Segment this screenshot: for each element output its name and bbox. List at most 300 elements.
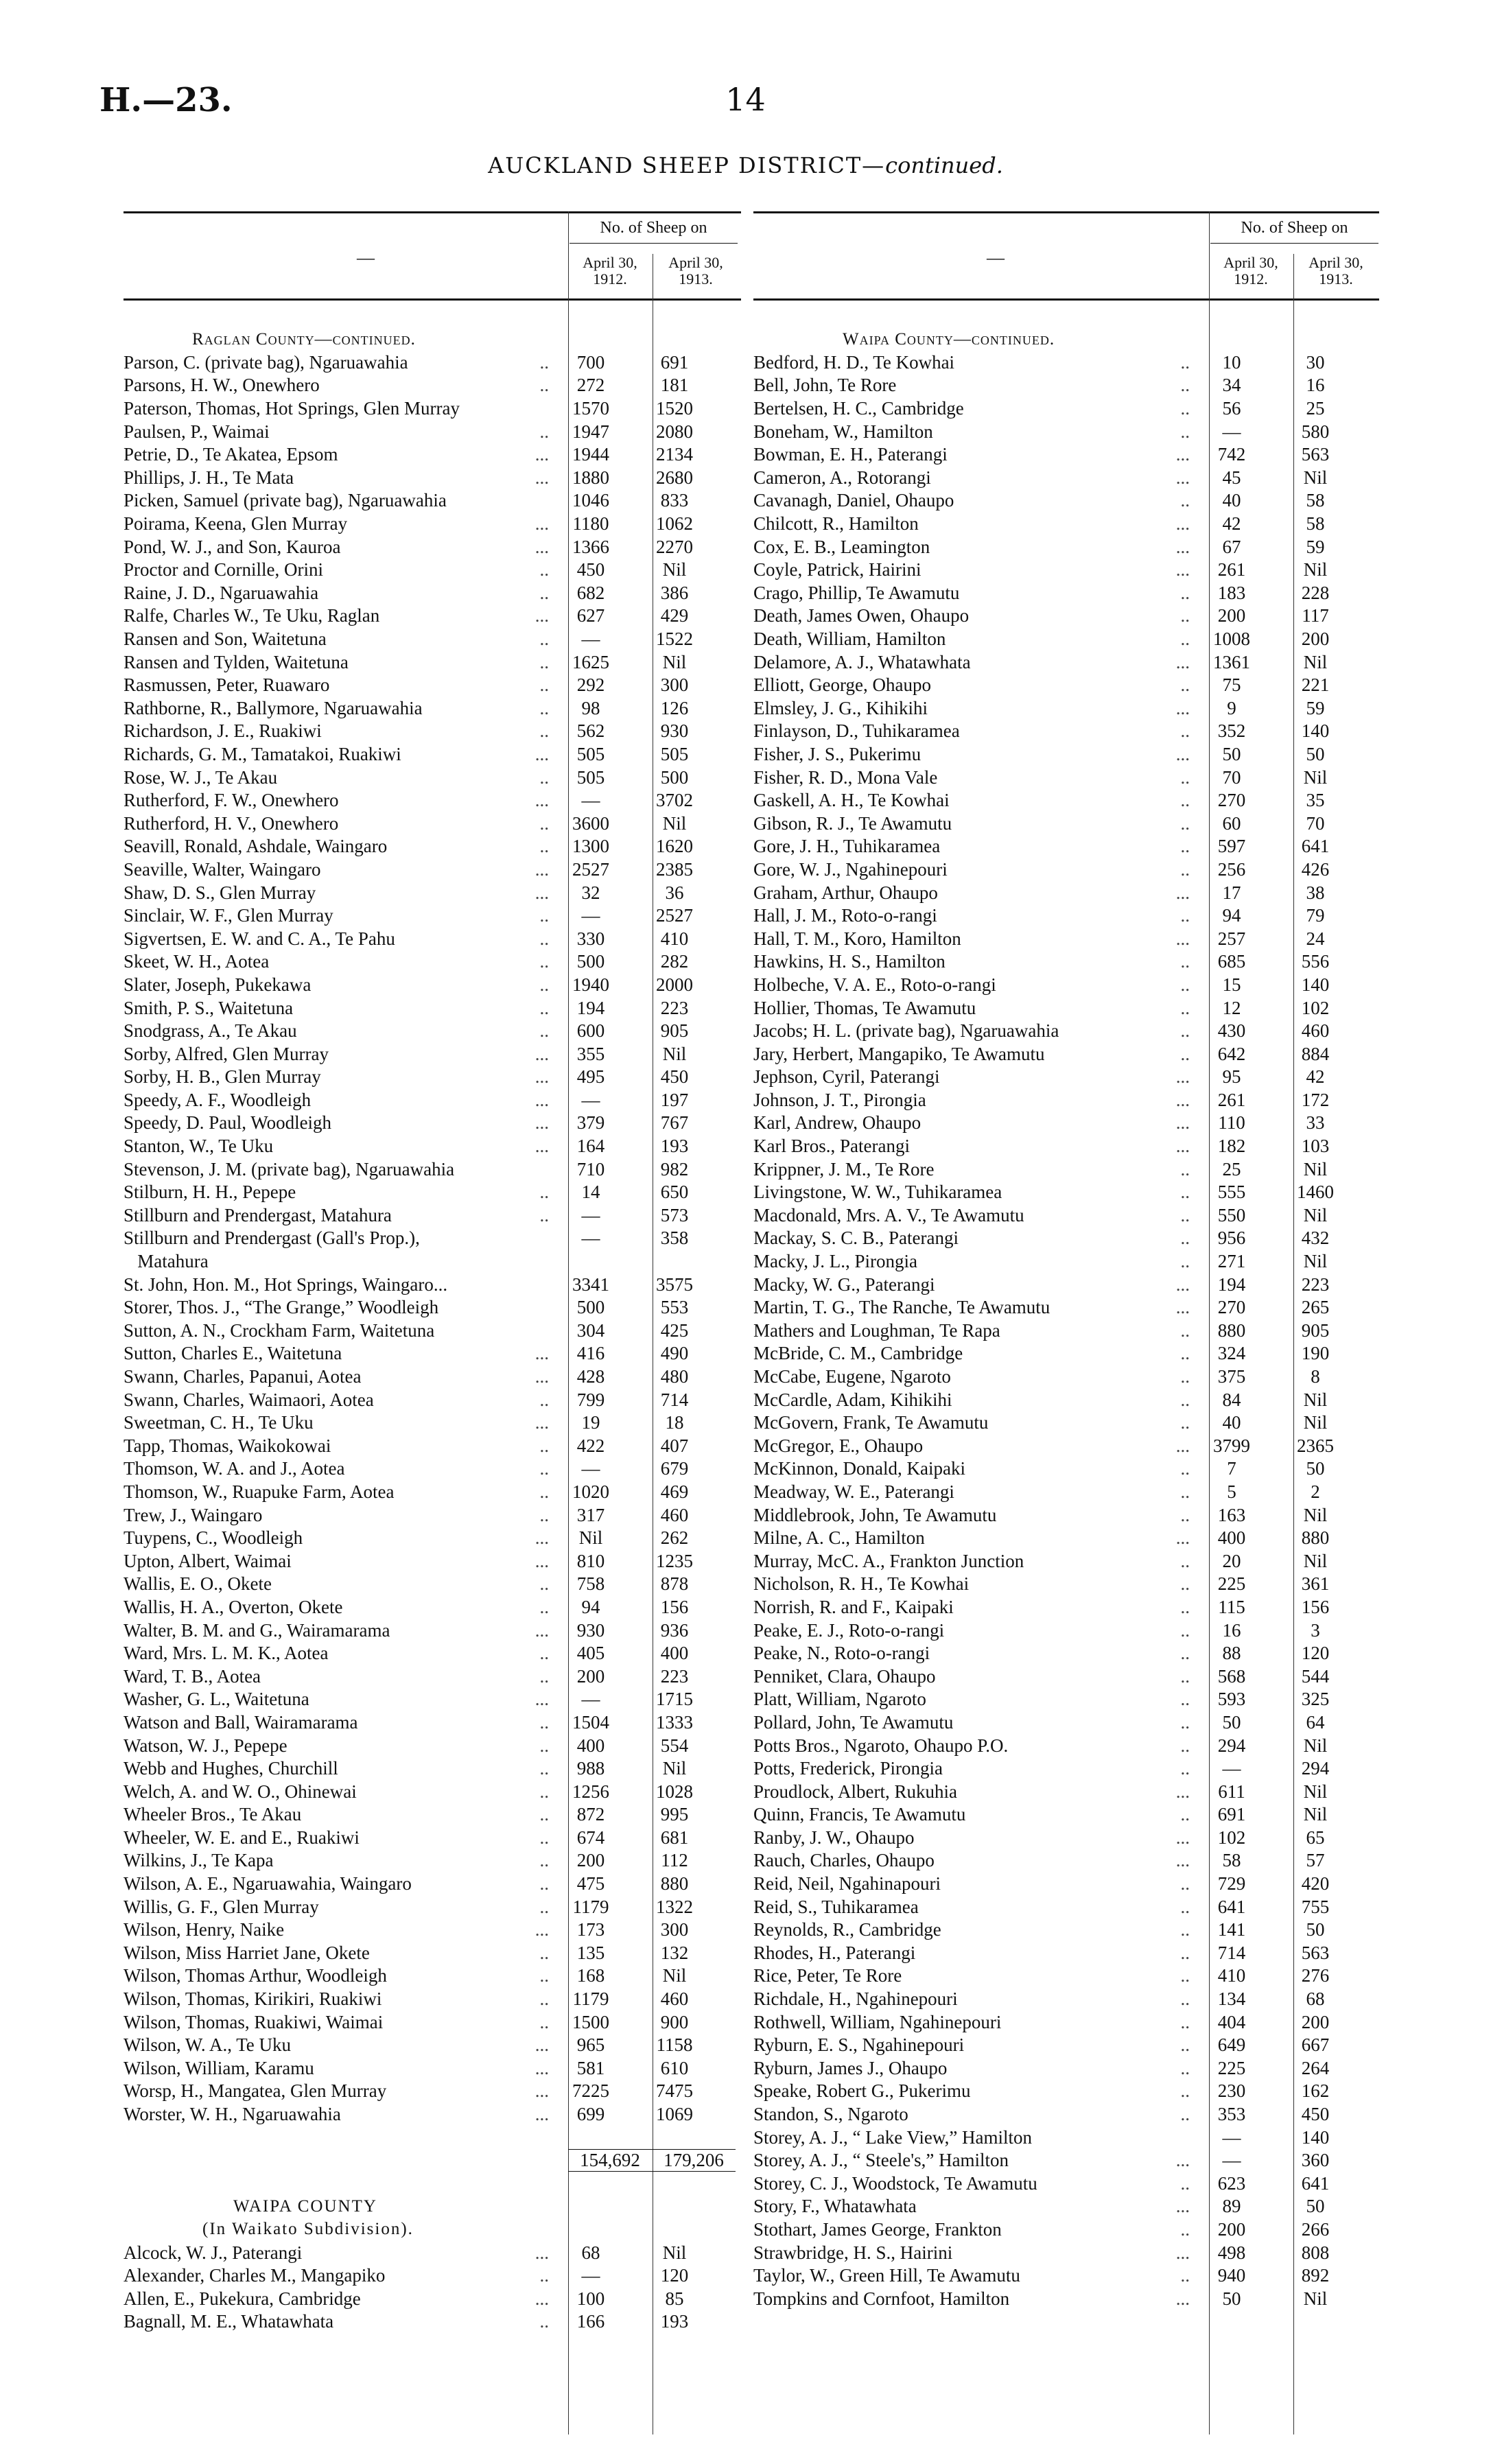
leader-dots: .. (539, 1965, 549, 1986)
table-row (124, 1273, 741, 1296)
leader-dots: .. (1180, 1043, 1190, 1064)
leader-dots: .. (1180, 1228, 1190, 1249)
sheep-1913: 200 (1301, 629, 1330, 650)
table-row (753, 697, 1379, 720)
entry-name: Jary, Herbert, Mangapiko, Te Awamutu (753, 1043, 1045, 1064)
leader-dots: .. (1180, 1251, 1190, 1272)
table-row (753, 605, 1379, 628)
leader-dots: .. (1180, 1481, 1190, 1502)
sheep-1913: 1460 (1297, 1182, 1334, 1203)
sheep-1913: 103 (1301, 1136, 1330, 1157)
left-rows (124, 301, 741, 2334)
table-row (124, 605, 741, 628)
sheep-1913: 140 (1301, 720, 1330, 742)
entry-name: Hall, T. M., Koro, Hamilton (753, 928, 961, 949)
entry-name: Wheeler Bros., Te Akau (124, 1804, 302, 1825)
entry-name: Rothwell, William, Ngahinepouri (753, 2011, 1002, 2032)
entry-name: Phillips, J. H., Te Mata (124, 467, 294, 488)
table-row (753, 1457, 1379, 1481)
leader-dots: .. (539, 836, 549, 857)
column-header (753, 213, 1379, 301)
sheep-1912: 475 (576, 1873, 605, 1894)
leader-dots: .. (1180, 1804, 1190, 1825)
sheep-1912: 2527 (572, 858, 609, 880)
table-row (124, 1964, 741, 1988)
sheep-1912: 16 (1222, 1619, 1241, 1641)
entry-name: Wallis, H. A., Overton, Okete (124, 1596, 343, 1617)
sheep-1913: 833 (660, 490, 689, 511)
leader-dots: .. (539, 1504, 549, 1525)
sheep-1912: 110 (1218, 1112, 1245, 1134)
sheep-1912: — (1222, 1758, 1241, 1779)
sheep-1912: 758 (576, 1573, 605, 1595)
sheep-1913: 641 (1301, 836, 1330, 857)
sheep-1913: 282 (660, 951, 689, 972)
table-row (124, 1481, 741, 1504)
sheep-1913: 120 (660, 2265, 689, 2286)
sheep-1912: 67 (1222, 536, 1241, 557)
table-row (124, 766, 741, 789)
table-row (124, 950, 741, 974)
table-row (753, 582, 1379, 605)
sheep-1913: Nil (1303, 1251, 1328, 1272)
sheep-1913: 112 (661, 1850, 688, 1871)
table-row (124, 513, 741, 536)
sheep-1912: 12 (1222, 997, 1241, 1018)
sheep-1913: 58 (1306, 513, 1325, 535)
table-row (753, 628, 1379, 651)
sheep-1913: 2385 (656, 858, 693, 880)
sheep-1912: — (581, 2265, 600, 2286)
leader-dots: .. (1180, 398, 1190, 419)
sheep-1912: 183 (1217, 582, 1246, 603)
table-row (753, 1181, 1379, 1204)
table-row (753, 443, 1379, 467)
sheep-1912: 75 (1222, 674, 1241, 696)
entry-name: Walter, B. M. and G., Wairamarama (124, 1619, 390, 1641)
sheep-1913: 50 (1306, 2196, 1325, 2217)
sheep-1912: 270 (1217, 1297, 1246, 1318)
entry-name: Ralfe, Charles W., Te Uku, Raglan (124, 605, 380, 626)
leader-dots: .. (1180, 1204, 1190, 1225)
leader-dots: ... (1175, 1435, 1190, 1456)
leader-dots: ... (535, 790, 549, 811)
sheep-1912: 45 (1222, 467, 1241, 488)
entry-name: Slater, Joseph, Pukekawa (124, 974, 312, 995)
total-row (124, 2149, 741, 2172)
entry-name: Wilson, W. A., Te Uku (124, 2034, 292, 2056)
sheep-1913: 1235 (656, 1550, 693, 1571)
sheep-1912: 17 (1222, 882, 1241, 903)
sheep-1912: 292 (576, 674, 605, 696)
sheep-1912: 164 (576, 1136, 605, 1157)
leader-dots: ... (535, 1089, 549, 1110)
entry-name: Webb and Hughes, Churchill (124, 1758, 338, 1779)
sheep-1913: 223 (1301, 1274, 1330, 1295)
sheep-1913: 1715 (656, 1689, 693, 1710)
table-row (124, 1942, 741, 1965)
table-row (124, 1342, 741, 1365)
entry-name: McGregor, E., Ohaupo (753, 1435, 924, 1456)
table-row (753, 1734, 1379, 1757)
entry-name: Middlebrook, John, Te Awamutu (753, 1504, 997, 1525)
sheep-1912: — (1222, 2126, 1241, 2148)
table-row (753, 2080, 1379, 2103)
sheep-1912: 270 (1217, 790, 1246, 811)
table-row (124, 467, 741, 490)
sheep-1912: 930 (576, 1619, 605, 1641)
sheep-1913: 563 (1301, 1942, 1330, 1963)
leader-dots: .. (539, 1573, 549, 1595)
table-row (753, 1411, 1379, 1435)
leader-dots: .. (1180, 720, 1190, 742)
sheep-1913: 58 (1306, 490, 1325, 511)
waipa-county-continued-heading-text: Waipa County—continued. (843, 329, 1055, 349)
table-row (753, 835, 1379, 858)
table-row (124, 858, 741, 882)
sheep-1913: 1062 (656, 513, 693, 535)
leader-dots: ... (535, 2104, 549, 2125)
leader-dots: ... (535, 2242, 549, 2263)
entry-name: Sweetman, C. H., Te Uku (124, 1412, 314, 1433)
leader-dots: .. (1180, 1735, 1190, 1756)
sheep-1913: Nil (662, 1965, 687, 1986)
sheep-1912: 50 (1222, 2288, 1241, 2309)
entry-name: Storey, A. J., “ Lake View,” Hamilton (753, 2126, 1033, 2148)
table-row (124, 1688, 741, 1711)
leader-dots: .. (539, 812, 549, 834)
title-main: AUCKLAND SHEEP DISTRICT— (488, 152, 886, 178)
entry-name: Gibson, R. J., Te Awamutu (753, 812, 952, 834)
sheep-1913: 8 (1311, 1366, 1320, 1387)
leader-dots: ... (1175, 1850, 1190, 1871)
sheep-1913: 386 (660, 582, 689, 603)
sheep-1913: 42 (1306, 1066, 1325, 1088)
table-row (753, 1642, 1379, 1665)
sheep-1912: 416 (576, 1343, 605, 1364)
sheep-1913: 126 (660, 697, 689, 718)
entry-name: Quinn, Francis, Te Awamutu (753, 1804, 966, 1825)
sheep-1913: 102 (1301, 997, 1330, 1018)
table-row (753, 2126, 1379, 2149)
entry-name: Sinclair, W. F., Glen Murray (124, 905, 333, 926)
title-continued: continued. (885, 152, 1003, 178)
table-row (124, 1435, 741, 1458)
leader-dots: ... (535, 743, 549, 764)
entry-name: Worsp, H., Mangatea, Glen Murray (124, 2080, 387, 2102)
table-row (753, 1365, 1379, 1389)
table-row (753, 2264, 1379, 2288)
table-row (753, 1435, 1379, 1458)
sheep-1913: 300 (660, 1919, 689, 1940)
table-row (753, 2172, 1379, 2196)
entry-name: Sutton, Charles E., Waitetuna (124, 1343, 342, 1364)
table-row (124, 996, 741, 1020)
sheep-1913: 553 (660, 1297, 689, 1318)
leader-dots: .. (1180, 629, 1190, 650)
leader-dots: .. (1180, 858, 1190, 880)
leader-dots: .. (539, 1435, 549, 1456)
sheep-1912: 14 (581, 1182, 600, 1203)
sheep-1912: 682 (576, 582, 605, 603)
sheep-1913: 900 (660, 2011, 689, 2032)
sheep-1912: 988 (576, 1758, 605, 1779)
sheep-1912: 353 (1217, 2104, 1246, 2125)
entry-name: Boneham, W., Hamilton (753, 421, 933, 442)
sheep-1913: 3575 (656, 1274, 693, 1295)
sheep-1912: — (581, 1689, 600, 1710)
leader-dots: ... (1175, 467, 1190, 488)
table-row (124, 1596, 741, 1619)
leader-dots: .. (1180, 490, 1190, 511)
entry-name: Paterson, Thomas, Hot Springs, Glen Murray (124, 398, 460, 419)
leader-dots: .. (1180, 605, 1190, 626)
entry-name: Cameron, A., Rotorangi (753, 467, 931, 488)
leader-dots: .. (1180, 1711, 1190, 1733)
sheep-1913: 162 (1301, 2080, 1330, 2102)
sheep-1913: Nil (1303, 766, 1328, 788)
leader-dots: ... (535, 1619, 549, 1641)
table-row (124, 1227, 741, 1250)
sheep-1913: Nil (1303, 1389, 1328, 1410)
sheep-1913: 930 (660, 720, 689, 742)
table-row (753, 881, 1379, 904)
entry-name: Shaw, D. S., Glen Murray (124, 882, 316, 903)
sheep-1912: 555 (1217, 1182, 1246, 1203)
leader-dots: ... (535, 882, 549, 903)
table-row (124, 1388, 741, 1411)
column-header (124, 213, 741, 301)
table-row (124, 582, 741, 605)
sheep-1912: 182 (1217, 1136, 1246, 1157)
sheep-1912: 32 (581, 882, 600, 903)
sheep-1912: 330 (576, 928, 605, 949)
entry-name: Reynolds, R., Cambridge (753, 1919, 941, 1940)
table-row (124, 1757, 741, 1781)
sheep-1913: Nil (1303, 1158, 1328, 1180)
entry-name: Rutherford, H. V., Onewhero (124, 812, 339, 834)
leader-dots: .. (539, 1711, 549, 1733)
sheep-1913: Nil (662, 1043, 687, 1064)
leader-dots: .. (1180, 1389, 1190, 1410)
sheep-1913: 18 (665, 1412, 684, 1433)
sheep-1913: 2080 (656, 421, 693, 442)
table-row (753, 1250, 1379, 1274)
sheep-1912: 58 (1222, 1850, 1241, 1871)
leader-dots: ... (1175, 1136, 1190, 1157)
leader-dots: .. (1180, 2080, 1190, 2102)
entry-name: Rutherford, F. W., Onewhero (124, 790, 339, 811)
sheep-1912: 1625 (572, 651, 609, 672)
leader-dots: ... (535, 858, 549, 880)
sheep-1913: 65 (1306, 1827, 1325, 1848)
table-row (753, 743, 1379, 766)
entry-name: Gore, W. J., Ngahinepouri (753, 858, 948, 880)
table-row (124, 1619, 741, 1642)
sheep-1913: 982 (660, 1158, 689, 1180)
sheep-1913: 85 (665, 2288, 684, 2309)
table-row (753, 812, 1379, 835)
sheep-1913: 193 (660, 2311, 689, 2332)
leader-dots: ... (1175, 2196, 1190, 2217)
sheep-1912: 428 (576, 1366, 605, 1387)
sheep-1913: Nil (662, 651, 687, 672)
sheep-1913: 500 (660, 766, 689, 788)
sheep-1913: 460 (660, 1988, 689, 2010)
entry-name: Raine, J. D., Ngaruawahia (124, 582, 319, 603)
sheep-1912: 430 (1217, 1020, 1246, 1042)
left-table (124, 211, 741, 2334)
entry-name: Parson, C. (private bag), Ngaruawahia (124, 351, 408, 373)
entry-name: Johnson, J. T., Pirongia (753, 1089, 926, 1110)
table-row (124, 535, 741, 559)
table-row (124, 351, 741, 375)
entry-name: Wilkins, J., Te Kapa (124, 1850, 274, 1871)
entry-name: Allen, E., Pukekura, Cambridge (124, 2288, 361, 2309)
table-row (753, 1895, 1379, 1919)
sheep-1912: — (581, 629, 600, 650)
waipa-county-continued-heading (753, 328, 1379, 351)
table-row (753, 559, 1379, 582)
entry-name: Alexander, Charles M., Mangapiko (124, 2265, 386, 2286)
sheep-1912: — (581, 790, 600, 811)
leader-dots: .. (1180, 1020, 1190, 1042)
table-row (124, 1089, 741, 1112)
leader-dots: ... (1175, 651, 1190, 672)
table-row (124, 2264, 741, 2288)
table-row (753, 1549, 1379, 1573)
leader-dots: .. (1180, 1412, 1190, 1433)
leader-dots: .. (1180, 2057, 1190, 2078)
sheep-1912: 568 (1217, 1665, 1246, 1687)
sheep-1913: 410 (660, 928, 689, 949)
table-row (124, 812, 741, 835)
sheep-1912: 1880 (572, 467, 609, 488)
sheep-1913: 878 (660, 1573, 689, 1595)
sheep-1912: 872 (576, 1804, 605, 1825)
sheep-1912: 261 (1217, 1089, 1246, 1110)
entry-name: Bell, John, Te Rore (753, 375, 897, 396)
entry-name: Welch, A. and W. O., Ohinewai (124, 1781, 357, 1802)
leader-dots: .. (539, 1896, 549, 1917)
col-1912-label: April 30, 1912. (583, 254, 637, 288)
table-row (124, 489, 741, 513)
table-row (124, 674, 741, 697)
sheep-1913: 1520 (656, 398, 693, 419)
sheep-1913: 469 (660, 1481, 689, 1502)
sheep-1912: 965 (576, 2034, 605, 2056)
table-row (753, 1066, 1379, 1089)
spacer-row (124, 2126, 741, 2149)
sheep-1912: 98 (581, 697, 600, 718)
sheep-1912: 1500 (572, 2011, 609, 2032)
leader-dots: .. (1180, 1619, 1190, 1641)
sheep-1913: 691 (660, 351, 689, 373)
entry-name: Wilson, Henry, Naike (124, 1919, 285, 1940)
sheep-1913: 264 (1301, 2057, 1330, 2078)
sheep-1912: 1180 (572, 513, 609, 535)
sheep-1912: 1046 (572, 490, 609, 511)
sheep-1912: 623 (1217, 2172, 1246, 2194)
sheep-1912: 257 (1217, 928, 1246, 949)
entry-name: Stothart, James George, Frankton (753, 2218, 1002, 2240)
entry-name: St. John, Hon. M., Hot Springs, Waingaro... (124, 1274, 448, 1295)
sheep-1912: 699 (576, 2104, 605, 2125)
sheep-1912: 700 (576, 351, 605, 373)
table-row (753, 535, 1379, 559)
leader-dots: ... (1175, 1527, 1190, 1549)
leader-dots: .. (539, 1735, 549, 1756)
leader-dots: ... (535, 536, 549, 557)
entry-name: Ransen and Tylden, Waitetuna (124, 651, 349, 672)
table-row (753, 789, 1379, 812)
leader-dots: ... (1175, 697, 1190, 718)
sheep-1912: 141 (1217, 1919, 1246, 1940)
entry-name: Ransen and Son, Waitetuna (124, 629, 327, 650)
leader-dots: ... (1175, 882, 1190, 903)
sheep-count-group-label: No. of Sheep on (570, 219, 738, 244)
leader-dots: .. (539, 2311, 549, 2332)
sheep-1912: — (581, 905, 600, 926)
table-row (124, 2103, 741, 2126)
entry-name: Rathborne, R., Ballymore, Ngaruawahia (124, 697, 423, 718)
leader-dots: .. (1180, 375, 1190, 396)
sheep-1913: 200 (1301, 2011, 1330, 2032)
leader-dots: ... (1175, 559, 1190, 580)
sheep-1912: 352 (1217, 720, 1246, 742)
leader-dots: ... (1175, 2242, 1190, 2263)
entry-name: Speake, Robert G., Pukerimu (753, 2080, 971, 2102)
sheep-1913: Nil (662, 812, 687, 834)
leader-dots: .. (539, 1182, 549, 1203)
sheep-1913: 2000 (656, 974, 693, 995)
leader-dots: .. (1180, 951, 1190, 972)
entry-name: Wilson, Thomas Arthur, Woodleigh (124, 1965, 387, 1986)
entry-name: Skeet, W. H., Aotea (124, 951, 270, 972)
entry-name: Speedy, D. Paul, Woodleigh (124, 1112, 332, 1134)
table-row (753, 374, 1379, 397)
leader-dots: .. (539, 766, 549, 788)
entry-name: Tuypens, C., Woodleigh (124, 1527, 303, 1549)
entry-name: Gore, J. H., Tuhikaramea (753, 836, 941, 857)
table-row (753, 2287, 1379, 2310)
leader-dots: ... (1175, 2288, 1190, 2309)
entry-name: Reid, Neil, Ngahinapouri (753, 1873, 941, 1894)
entry-name: Wilson, Miss Harriet Jane, Okete (124, 1942, 370, 1963)
leader-dots: .. (539, 1781, 549, 1802)
sheep-1913: 262 (660, 1527, 689, 1549)
entry-name: Sorby, Alfred, Glen Murray (124, 1043, 329, 1064)
leader-dots: ... (1175, 2150, 1190, 2171)
entry-name: Fisher, R. D., Mona Vale (753, 766, 938, 788)
entry-name: Elmsley, J. G., Kihikihi (753, 697, 928, 718)
sheep-1912: 940 (1217, 2265, 1246, 2286)
leader-dots: ... (535, 444, 549, 465)
table-row (124, 697, 741, 720)
leader-dots: .. (539, 997, 549, 1018)
leader-dots: .. (1180, 1596, 1190, 1617)
sheep-1912: 1940 (572, 974, 609, 995)
sheep-1912: 68 (581, 2242, 600, 2263)
right-rows (753, 301, 1379, 2310)
entry-name: Mathers and Loughman, Te Rapa (753, 1319, 1000, 1341)
table-row (753, 1020, 1379, 1043)
leader-dots: .. (1180, 2265, 1190, 2286)
leader-dots: .. (1180, 1343, 1190, 1364)
leader-dots: ... (1175, 513, 1190, 535)
entry-name: Snodgrass, A., Te Akau (124, 1020, 297, 1042)
entry-name: Speedy, A. F., Woodleigh (124, 1089, 312, 1110)
